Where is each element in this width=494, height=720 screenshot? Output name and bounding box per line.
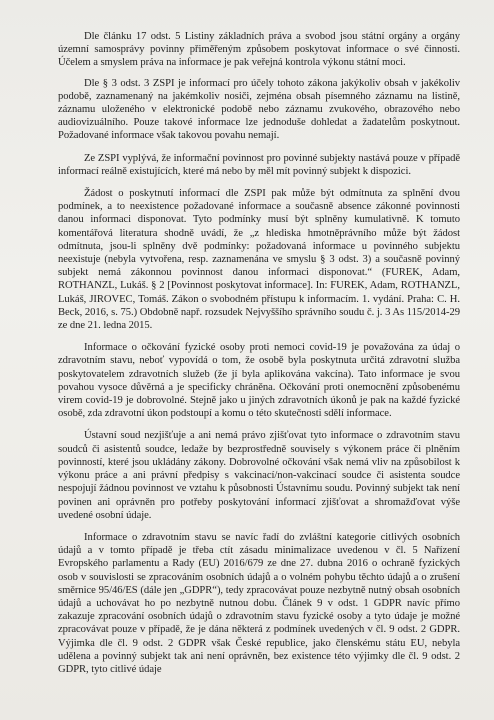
paragraph-vaccination-info: Informace o očkování fyzické osoby proti nemoci covid-19 je považována za údaj o zdravotním stavu, neboť vypovídá o tom, že osobě byla poskytnuta určitá zdravotní služba poskytovatelem zdravotních služeb (že jí byla aplikována vakcína). Tato informace je svou povahou vysoce důvěrná a je specificky chráněna. Očkování proti onemocnění způsobenému virem covid-19 je dobrovolné. Stejně jako u jiných zdravotních úkonů je pak na každé fyzické osobě, zda zdravotní úkon podstoupí a komu o této skutečnosti sdělí informace. bbox=[58, 342, 460, 420]
paragraph-zspi-definition: Dle § 3 odst. 3 ZSPI je informací pro účely tohoto zákona jakýkoliv obsah v jakékoliv podobě, zaznamenaný na jakémkoliv nosiči, zejména obsah písemného záznamu na listině, záznamu uloženého v elektronické podobě nebo záznamu zvukového, obrazového nebo audiovizuálního. Pouze takové informace lze jednoduše dohledat a žadatelům poskytnout. Požadované informace však takovou povahu nemají. bbox=[58, 77, 460, 142]
paragraph-constitutional-court: Ústavní soud nezjišťuje a ani nemá právo zjišťovat tyto informace o zdravotním stavu soudců či asistentů soudce, ledaže by bezprostředně souvisely s výkonem práce či plněním povinností, které jsou ukládány zákony. Dobrovolné očkování však nemá vliv na způsobilost k výkonu práce a ani právní předpisy s vakcinací/non-vakcinací soudce či asistenta soudce nespojují žádnou povinnost ve vztahu k působnosti Ústavnímu soudu. Povinný subjekt tak není povinen ani oprávněn pro potřeby poskytování informací zjišťovat a shromažďovat výše uvedené osobní údaje. bbox=[58, 430, 460, 521]
paragraph-listina: Dle článku 17 odst. 5 Listiny základních práva a svobod jsou státní orgány a orgány územní samosprávy povinny přiměřeným způsobem poskytovat informace o své činnosti. Účelem a smyslem práva na informace je pak veřejná kontrola výkonu státní moci. bbox=[58, 31, 460, 69]
paragraph-gdpr: Informace o zdravotním stavu se navíc řadí do zvláštní kategorie citlivých osobních údajů a v tomto případě je třeba ctít zásadu minimalizace uvedenou v čl. 5 Nařízení Evropského parlamentu a Rady (EU) 2016/679 ze dne 27. dubna 2016 o ochraně fyzických osob v souvislosti se zpracováním osobních údajů a o volném pohybu těchto údajů a o zrušení směrnice 95/46/ES (dále jen „GDPR“), tedy zpracovávat pouze nezbytně nutný obsah osobních údajů a uchovávat ho po nezbytně nutnou dobu. Článek 9 v odst. 1 GDPR navíc přímo zakazuje zpracování osobních údajů o zdravotním stavu fyzické osoby a tyto údaje je možné zpracovávat pouze v případě, že je dána některá z podmínek uvedených v čl. 9 odst. 2 GDPR. Výjimka dle čl. 9 odst. 2 GDPR však České republice, jako členskému státu EU, nebyla udělena a povinný subjekt tak ani není oprávněn, bez existence této výjimky dle čl. 9 odst. 2 GDPR, tyto citlivé údaje bbox=[58, 531, 460, 675]
paragraph-obligation: Ze ZSPI vyplývá, že informační povinnost pro povinné subjekty nastává pouze v případě informací reálně existujících, které má nebo by měl mít povinný subjekt k dispozici. bbox=[58, 152, 460, 177]
paragraph-refusal-conditions: Žádost o poskytnutí informací dle ZSPI pak může být odmítnuta za splnění dvou podmínek, a to neexistence požadované informace a současně absence zákonné povinnosti danou informaci disponovat. Tyto podmínky musí být splněny kumulativně. K tomuto komentářová literatura shodně uvádí, že „z hlediska hmotněprávního může být žádost odmítnuta, jsou-li splněny dvě podmínky: požadovaná informace u povinného subjektu neexistuje (nebyla vytvořena, resp. zaznamenána ve smyslu § 3 odst. 3) a současně povinný subjekt nemá zákonnou povinnost danou informaci disponovat.“ (FUREK, Adam, ROTHANZL, Lukáš. § 2 [Povinnost poskytovat informace]. In: FUREK, Adam, ROTHANZL, Lukáš, JIROVEC, Tomáš. Zákon o svobodném přístupu k informacím. 1. vydání. Praha: C. H. Beck, 2016, s. 75.) Obdobně např. rozsudek Nejvyššího správního soudu č. j. 3 As 115/2014-29 ze dne 21. ledna 2015. bbox=[58, 188, 460, 332]
